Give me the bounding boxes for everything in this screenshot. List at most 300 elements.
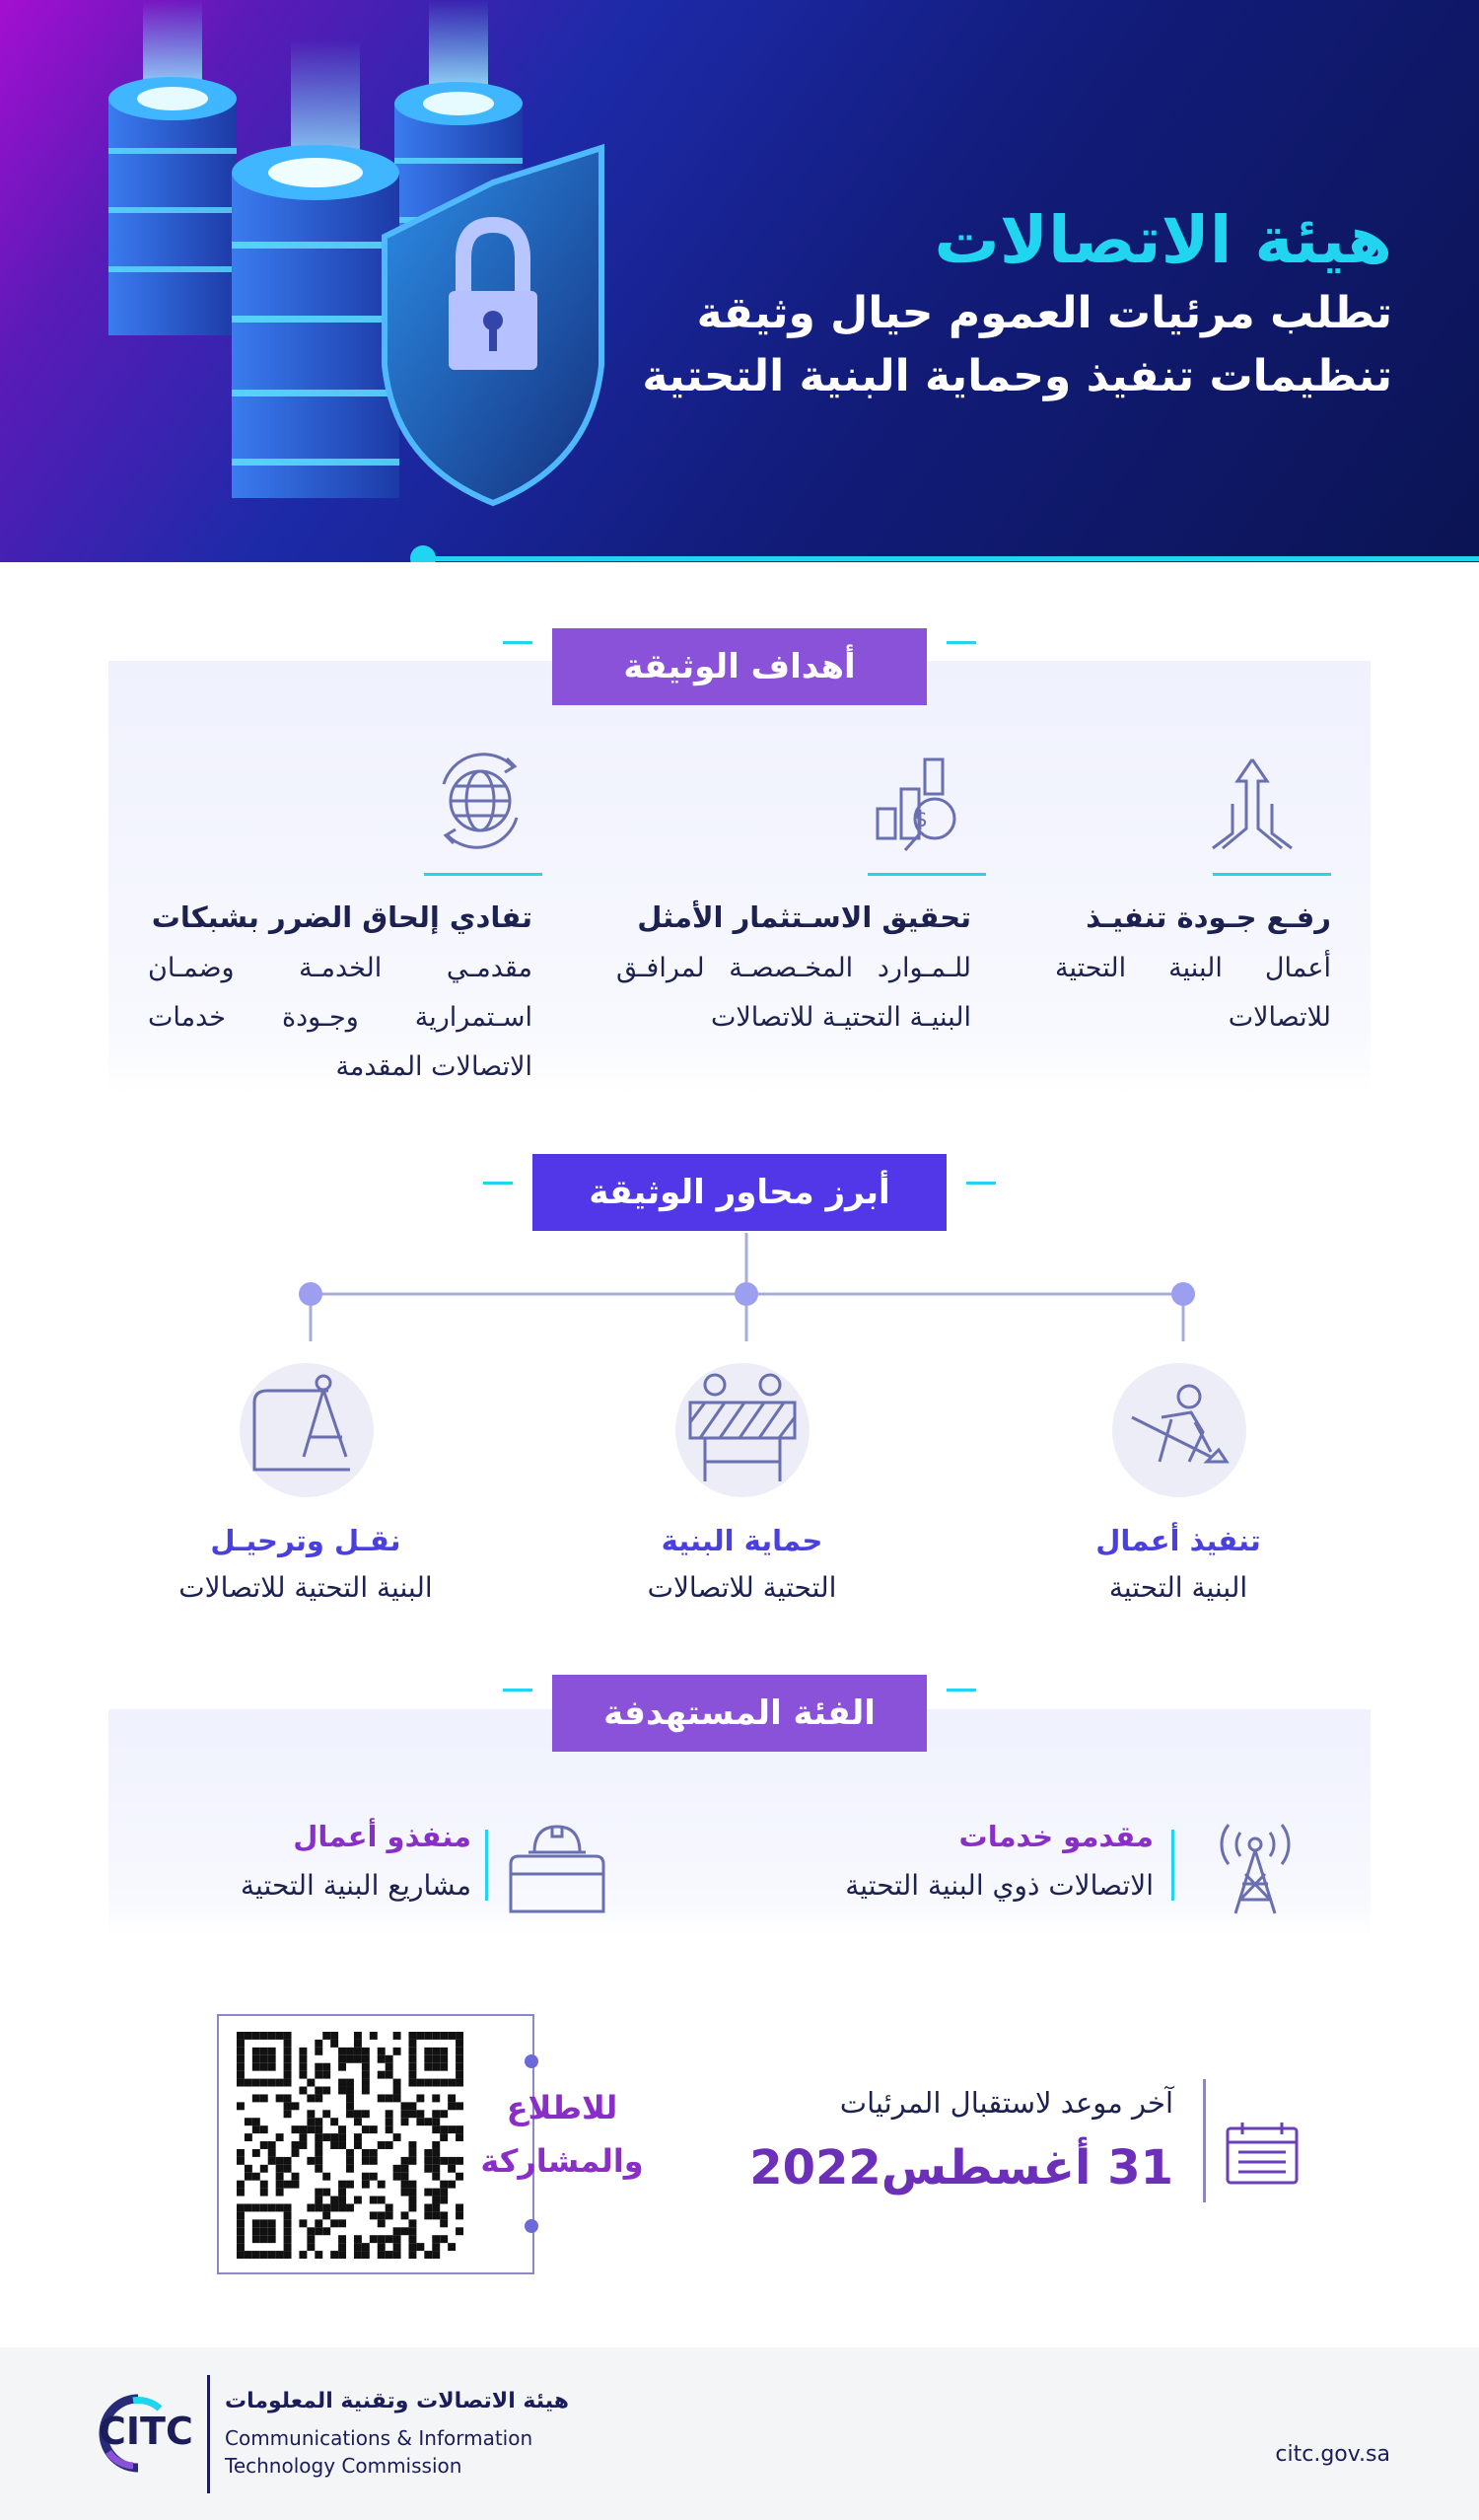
qr-module [354, 2032, 362, 2040]
qr-module [338, 2055, 346, 2063]
qr-module [330, 2251, 338, 2259]
qr-module [401, 2157, 409, 2165]
qr-module [315, 2165, 322, 2173]
qr-module [260, 2055, 268, 2063]
qr-module [245, 2173, 252, 2181]
goal-2-underline [868, 873, 986, 876]
qr-module [456, 2102, 463, 2110]
qr-module [408, 2048, 416, 2055]
qr-module [393, 2133, 401, 2141]
qr-module [284, 2094, 292, 2102]
qr-module [268, 2219, 276, 2227]
qr-module [456, 2063, 463, 2071]
qr-module [315, 2189, 322, 2196]
header-dash-left [483, 1182, 513, 1185]
qr-module [268, 2055, 276, 2063]
qr-module [354, 2118, 362, 2125]
qr-module [252, 2055, 260, 2063]
qr-module [260, 2219, 268, 2227]
header-dash-right [966, 1182, 996, 1185]
qr-module [424, 2055, 432, 2063]
qr-module [284, 2243, 292, 2251]
qr-module [408, 2032, 416, 2040]
qr-module [322, 2063, 330, 2071]
hero-subtitle-line1: تطلب مرئيات العموم حيال وثيقة [696, 288, 1392, 338]
qr-module [292, 2149, 300, 2157]
qr-module [424, 2063, 432, 2071]
qr-module [252, 2149, 260, 2157]
goal-3-title: تفادي إلحاق الضرر بشبكات [151, 900, 532, 934]
qr-module [322, 2071, 330, 2079]
qr-module [260, 2094, 268, 2102]
qr-module [292, 2125, 300, 2133]
qr-module [315, 2219, 322, 2227]
qr-module [456, 2211, 463, 2219]
qr-module [370, 2157, 378, 2165]
qr-module [456, 2071, 463, 2079]
qr-module [260, 2251, 268, 2259]
qr-module [393, 2165, 401, 2173]
axis-2-title: حماية البنية [661, 1524, 823, 1557]
qr-module [322, 2227, 330, 2235]
qr-module [432, 2203, 440, 2211]
header-dash-right [947, 1689, 976, 1692]
qr-module [237, 2181, 245, 2189]
qr-module [260, 2165, 268, 2173]
qr-module [386, 2251, 393, 2259]
qr-module [307, 2118, 315, 2125]
qr-module [338, 2063, 346, 2071]
qr-module [408, 2251, 416, 2259]
axes-header: أبرز محاور الوثيقة [532, 1154, 947, 1231]
qr-module [338, 2079, 346, 2087]
goal-1-body: أعمال البنية التحتية للاتصالات [1055, 953, 1331, 1033]
qr-module [330, 2032, 338, 2040]
qr-module [299, 2133, 307, 2141]
qr-module [432, 2118, 440, 2125]
qr-module [315, 2125, 322, 2133]
qr-module [260, 2048, 268, 2055]
qr-module [260, 2032, 268, 2040]
qr-module [315, 2048, 322, 2055]
qr-module [252, 2125, 260, 2133]
qr-module [354, 2251, 362, 2259]
qr-module [346, 2048, 354, 2055]
qr-module [456, 2125, 463, 2133]
qr-module [260, 2235, 268, 2243]
qr-module [237, 2149, 245, 2157]
qr-module [237, 2102, 245, 2110]
qr-module [276, 2032, 284, 2040]
road-barrier-icon [675, 1363, 810, 1497]
qr-module [393, 2079, 401, 2087]
qr-module [408, 2243, 416, 2251]
qr-module [378, 2141, 386, 2149]
qr-module [408, 2079, 416, 2087]
goal-1-title: رفـع جـودة تنفيـذ [1086, 900, 1331, 934]
qr-module [292, 2173, 300, 2181]
qr-module [432, 2157, 440, 2165]
qr-module [424, 2048, 432, 2055]
qr-module [299, 2087, 307, 2095]
qr-module [362, 2251, 370, 2259]
target-1-divider [1171, 1830, 1174, 1901]
hero-title: هيئة الاتصالات [934, 202, 1392, 278]
qr-module [448, 2102, 456, 2110]
qr-module [284, 2102, 292, 2110]
qr-module [432, 2141, 440, 2149]
qr-module [245, 2032, 252, 2040]
qr-module [432, 2189, 440, 2196]
qr-module [386, 2235, 393, 2243]
qr-module [330, 2196, 338, 2204]
hardhat-blueprint-icon [503, 1815, 611, 1923]
hero-banner [0, 0, 1479, 562]
qr-module [237, 2211, 245, 2219]
qr-module [386, 2094, 393, 2102]
qr-module [315, 2040, 322, 2048]
goal-3-underline [424, 873, 542, 876]
qr-module [268, 2149, 276, 2157]
qr-module [393, 2173, 401, 2181]
qr-module [284, 2251, 292, 2259]
qr-module [268, 2048, 276, 2055]
qr-module [432, 2110, 440, 2118]
qr-module [440, 2133, 448, 2141]
qr-module [393, 2251, 401, 2259]
qr-module [346, 2094, 354, 2102]
qr-module [448, 2032, 456, 2040]
footer-divider [207, 2375, 210, 2493]
qr-module [456, 2055, 463, 2063]
qr-module [354, 2196, 362, 2204]
qr-module [378, 2243, 386, 2251]
qr-module [252, 2203, 260, 2211]
goals-header: أهداف الوثيقة [552, 628, 927, 705]
qr-module [237, 2227, 245, 2235]
qr-module [456, 2079, 463, 2087]
qr-module [330, 2040, 338, 2048]
goal-3 [148, 893, 532, 1092]
qr-module [456, 2227, 463, 2235]
qr-module [448, 2157, 456, 2165]
qr-module [245, 2118, 252, 2125]
qr-module [440, 2235, 448, 2243]
qr-module [440, 2032, 448, 2040]
qr-module [252, 2219, 260, 2227]
qr-module [386, 2203, 393, 2211]
qr-module [237, 2079, 245, 2087]
qr-module [386, 2063, 393, 2071]
qr-module [432, 2048, 440, 2055]
qr-module [378, 2071, 386, 2079]
qr-module [378, 2094, 386, 2102]
qr-module [408, 2071, 416, 2079]
qr-module [245, 2251, 252, 2259]
qr-module [260, 2227, 268, 2235]
qr-module [456, 2173, 463, 2181]
qr-module [237, 2048, 245, 2055]
qr-module [456, 2032, 463, 2040]
target-header: الفئة المستهدفة [552, 1675, 927, 1752]
qr-module [276, 2165, 284, 2173]
qr-module [432, 2055, 440, 2063]
qr-module [338, 2251, 346, 2259]
qr-module [370, 2235, 378, 2243]
qr-module [268, 2157, 276, 2165]
qr-module [284, 2157, 292, 2165]
qr-module [260, 2063, 268, 2071]
qr-module [315, 2071, 322, 2079]
qr-module [338, 2048, 346, 2055]
qr-module [401, 2173, 409, 2181]
target-2-body: مشاريع البنية التحتية [241, 1869, 471, 1902]
qr-frame-dot-bottom [525, 2219, 538, 2233]
qr-module [370, 2032, 378, 2040]
qr-module [276, 2181, 284, 2189]
qr-module [315, 2203, 322, 2211]
qr-module [322, 2110, 330, 2118]
qr-module [260, 2203, 268, 2211]
svg-text:$: $ [914, 808, 928, 832]
axes-connector [276, 1233, 1223, 1351]
qr-module [315, 2133, 322, 2141]
qr-module [284, 2211, 292, 2219]
qr-module [408, 2040, 416, 2048]
qr-module [362, 2157, 370, 2165]
qr-module [338, 2189, 346, 2196]
qr-module [346, 2203, 354, 2211]
qr-module [252, 2235, 260, 2243]
qr-module [440, 2125, 448, 2133]
calendar-icon [1223, 2119, 1302, 2188]
qr-module [440, 2211, 448, 2219]
arrows-up-icon [1203, 750, 1302, 858]
goal-2 [616, 893, 971, 1043]
qr-module [276, 2157, 284, 2165]
qr-module [330, 2203, 338, 2211]
qr-module [362, 2048, 370, 2055]
qr-module [252, 2118, 260, 2125]
qr-module [252, 2032, 260, 2040]
qr-module [362, 2063, 370, 2071]
qr-module [432, 2235, 440, 2243]
qr-module [330, 2141, 338, 2149]
qr-module [448, 2079, 456, 2087]
qr-module [276, 2251, 284, 2259]
qr-module [252, 2227, 260, 2235]
qr-module [378, 2048, 386, 2055]
qr-module [307, 2243, 315, 2251]
qr-module [362, 2181, 370, 2189]
qr-module [362, 2125, 370, 2133]
qr-module [260, 2079, 268, 2087]
qr-module [338, 2087, 346, 2095]
qr-module [299, 2048, 307, 2055]
qr-module [440, 2181, 448, 2189]
qr-module [432, 2173, 440, 2181]
qr-module [307, 2157, 315, 2165]
qr-module [284, 2235, 292, 2243]
qr-module [408, 2149, 416, 2157]
qr-module [440, 2196, 448, 2204]
qr-module [362, 2055, 370, 2063]
qr-module [401, 2118, 409, 2125]
goal-3-body: مقدمـي الخدمـة وضمـان اسـتمرارية وجـودة خدمات الاتصالات المقدمة [148, 953, 532, 1082]
qr-module [284, 2203, 292, 2211]
qr-module [237, 2243, 245, 2251]
qr-module [307, 2235, 315, 2243]
qr-module [408, 2189, 416, 2196]
qr-module [268, 2203, 276, 2211]
qr-module [440, 2157, 448, 2165]
qr-module [307, 2227, 315, 2235]
antenna-tower-icon [1201, 1815, 1309, 1923]
qr-module [401, 2165, 409, 2173]
qr-module [448, 2094, 456, 2102]
axis-2-body: التحتية للاتصالات [647, 1571, 837, 1604]
qr-module [362, 2079, 370, 2087]
qr-module [284, 2048, 292, 2055]
qr-module [260, 2141, 268, 2149]
qr-module [408, 2196, 416, 2204]
qr-module [432, 2165, 440, 2173]
qr-module [448, 2125, 456, 2133]
qr-module [432, 2125, 440, 2133]
qr-module [252, 2063, 260, 2071]
qr-module [299, 2141, 307, 2149]
qr-module [401, 2211, 409, 2219]
qr-module [408, 2110, 416, 2118]
qr-module [284, 2181, 292, 2189]
qr-module [268, 2063, 276, 2071]
qr-module [456, 2157, 463, 2165]
qr-module [440, 2048, 448, 2055]
qr-module [416, 2110, 424, 2118]
qr-module [237, 2040, 245, 2048]
footer-org-en-line2: Technology Commission [225, 2454, 462, 2478]
goal-2-body: للـمـوارد المخـصصـة لمرافـق البنيـة التحتيـة للاتصالات [616, 953, 971, 1033]
qr-module [424, 2118, 432, 2125]
qr-module [408, 2157, 416, 2165]
qr-module [315, 2196, 322, 2204]
qr-module [378, 2219, 386, 2227]
qr-module [260, 2181, 268, 2189]
qr-module [299, 2063, 307, 2071]
qr-module [322, 2087, 330, 2095]
qr-module [268, 2141, 276, 2149]
qr-module [401, 2110, 409, 2118]
citc-logo-text: CITC [99, 2410, 193, 2453]
header-dash-right [947, 641, 976, 644]
qr-module [440, 2219, 448, 2227]
qr-module [362, 2087, 370, 2095]
qr-module [408, 2181, 416, 2189]
axis-1-body: البنية التحتية [1108, 1571, 1248, 1604]
qr-module [284, 2032, 292, 2040]
qr-module [432, 2079, 440, 2087]
qr-module [378, 2196, 386, 2204]
qr-module [440, 2079, 448, 2087]
qr-module [432, 2149, 440, 2157]
qr-module [370, 2211, 378, 2219]
qr-module [284, 2071, 292, 2079]
qr-module [416, 2079, 424, 2087]
qr-module [386, 2118, 393, 2125]
qr-module [237, 2235, 245, 2243]
qr-module [408, 2203, 416, 2211]
qr-module [307, 2079, 315, 2087]
qr-module [370, 2173, 378, 2181]
qr-module [315, 2087, 322, 2095]
qr-module [330, 2133, 338, 2141]
qr-module [284, 2079, 292, 2087]
qr-module [315, 2141, 322, 2149]
qr-module [307, 2094, 315, 2102]
footer [0, 2347, 1479, 2520]
qr-module [440, 2110, 448, 2118]
qr-module [393, 2032, 401, 2040]
goal-1 [1055, 893, 1331, 1043]
qr-module [416, 2243, 424, 2251]
qr-module [378, 2211, 386, 2219]
qr-module [416, 2118, 424, 2125]
target-2-divider [485, 1830, 488, 1901]
qr-module [245, 2165, 252, 2173]
goal-1-underline [1213, 873, 1331, 876]
qr-module [245, 2133, 252, 2141]
qr-module [237, 2055, 245, 2063]
qr-module [299, 2125, 307, 2133]
qr-module [284, 2055, 292, 2063]
qr-module [276, 2094, 284, 2102]
qr-module [252, 2094, 260, 2102]
qr-module [338, 2181, 346, 2189]
qr-module [401, 2227, 409, 2235]
qr-module [354, 2048, 362, 2055]
qr-module [276, 2133, 284, 2141]
qr-module [362, 2173, 370, 2181]
qr-module [393, 2094, 401, 2102]
qr-module [456, 2203, 463, 2211]
qr-module [378, 2251, 386, 2259]
target-2-title: منفذو أعمال [293, 1820, 471, 1853]
qr-module [307, 2125, 315, 2133]
deadline-label: آخر موعد لاستقبال المرئيات [839, 2086, 1173, 2120]
qr-module [338, 2133, 346, 2141]
qr-module [456, 2133, 463, 2141]
qr-module [362, 2243, 370, 2251]
qr-module [346, 2157, 354, 2165]
qr-module [322, 2203, 330, 2211]
qr-module [424, 2251, 432, 2259]
qr-module [448, 2165, 456, 2173]
investment-chart-icon [868, 750, 976, 858]
qr-module [252, 2251, 260, 2259]
qr-module [424, 2203, 432, 2211]
footer-website-link[interactable]: citc.gov.sa [1275, 2442, 1390, 2467]
qr-module [432, 2211, 440, 2219]
qr-module [354, 2133, 362, 2141]
qr-module [315, 2094, 322, 2102]
qr-module [386, 2055, 393, 2063]
qr-module [237, 2063, 245, 2071]
qr-module [237, 2219, 245, 2227]
qr-module [307, 2203, 315, 2211]
qr-module [408, 2235, 416, 2243]
qr-module [346, 2102, 354, 2110]
qr-code-icon[interactable] [237, 2032, 463, 2259]
